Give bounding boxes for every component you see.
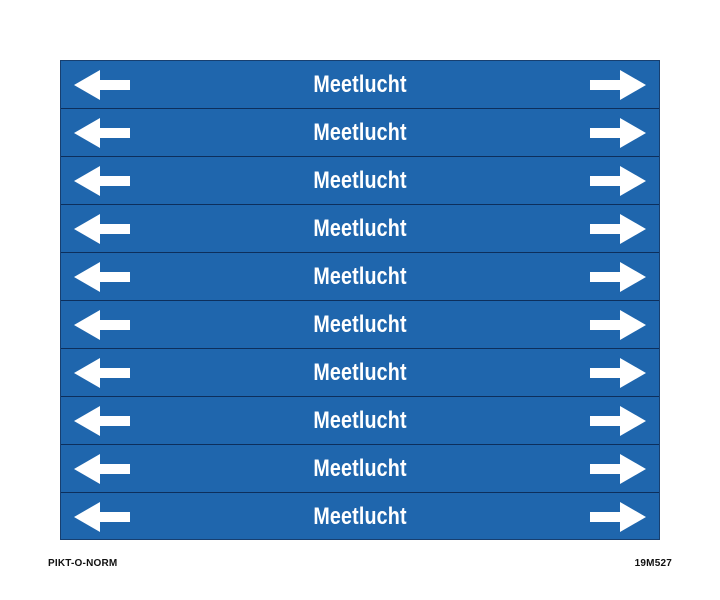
arrow-left-icon <box>72 117 132 149</box>
arrow-right-icon <box>588 501 648 533</box>
arrow-left-icon <box>72 405 132 437</box>
pipe-marker-sheet <box>60 60 660 540</box>
marker-label: Meetlucht <box>313 215 407 242</box>
marker-label: Meetlucht <box>313 455 407 482</box>
arrow-left-icon <box>72 309 132 341</box>
arrow-right-icon <box>588 117 648 149</box>
arrow-left-icon <box>72 165 132 197</box>
marker-label: Meetlucht <box>313 71 407 98</box>
marker-label: Meetlucht <box>313 119 407 146</box>
marker-label: Meetlucht <box>313 167 407 194</box>
arrow-left-icon <box>72 501 132 533</box>
marker-row <box>61 301 659 349</box>
marker-label: Meetlucht <box>313 311 407 338</box>
arrow-left-icon <box>72 357 132 389</box>
marker-row <box>61 61 659 109</box>
marker-row <box>61 397 659 445</box>
marker-row <box>61 157 659 205</box>
arrow-right-icon <box>588 357 648 389</box>
arrow-right-icon <box>588 405 648 437</box>
marker-row <box>61 445 659 493</box>
marker-label: Meetlucht <box>313 407 407 434</box>
arrow-left-icon <box>72 453 132 485</box>
arrow-right-icon <box>588 69 648 101</box>
arrow-right-icon <box>588 453 648 485</box>
marker-label: Meetlucht <box>313 503 407 530</box>
arrow-left-icon <box>72 261 132 293</box>
brand-label: PIKT-O-NORM <box>48 558 118 569</box>
arrow-left-icon <box>72 213 132 245</box>
marker-row <box>61 349 659 397</box>
arrow-left-icon <box>72 69 132 101</box>
marker-row <box>61 493 659 541</box>
product-code: 19M527 <box>634 558 672 569</box>
arrow-right-icon <box>588 261 648 293</box>
arrow-right-icon <box>588 309 648 341</box>
marker-row <box>61 205 659 253</box>
arrow-right-icon <box>588 213 648 245</box>
marker-row <box>61 253 659 301</box>
marker-label: Meetlucht <box>313 359 407 386</box>
marker-label: Meetlucht <box>313 263 407 290</box>
arrow-right-icon <box>588 165 648 197</box>
marker-row <box>61 109 659 157</box>
